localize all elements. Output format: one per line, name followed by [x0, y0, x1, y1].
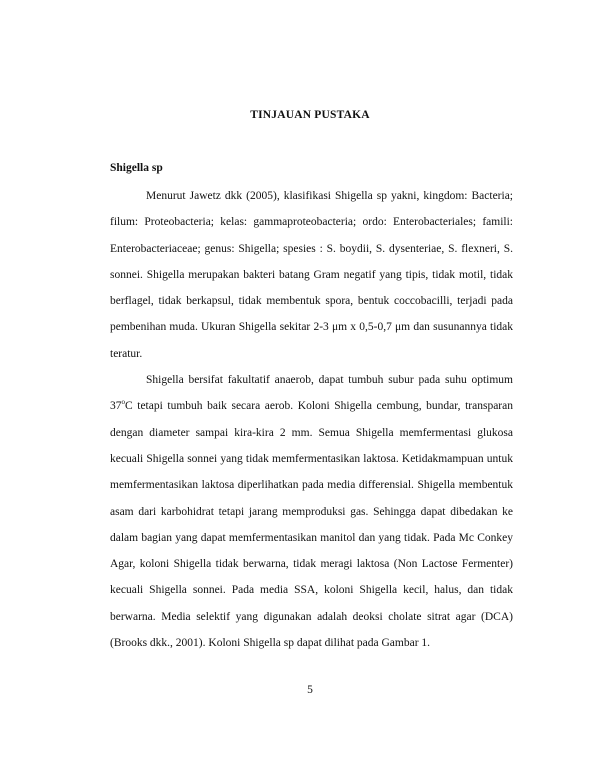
- paragraph-1: Menurut Jawetz dkk (2005), klasifikasi Shigella sp yakni, kingdom: Bacteria; filum: Proteobacteria; kelas: gammaproteobacteria; ordo: Enterobacteriales; famili: Enterobacteriaceae; genus: Shigella; spesies : S. boydii, S. dysenteriae, S. flexneri, S. sonnei. Shigella merupakan bakteri batang Gram negatif yang tipis, tidak motil, tidak berflagel, tidak berkapsul, tidak membentuk spora, bentuk coccobacilli, terjadi pada pembenihan muda. Ukuran Shigella sekitar 2-3 μm x 0,5-0,7 μm dan susunannya tidak teratur.: [110, 190, 513, 360]
- page-number: 5: [307, 684, 313, 696]
- section-heading: Shigella sp: [110, 162, 163, 174]
- paragraph-2: [110, 367, 513, 656]
- paragraph-2-rest: C tetapi tumbuh baik secara aerob. Koloni Shigella cembung, bundar, transparan dengan diameter sampai kira-kira 2 mm. Semua Shigella memfermentasi glukosa kecuali Shigella sonnei yang tidak memfermentasikan laktosa. Ketidakmampuan untuk memfermentasikan laktosa diperlihatkan pada media differensial. Shigella membentuk asam dari karbohidrat tetapi jarang memproduksi gas. Sehingga dapat dibedakan ke dalam bagian yang dapat memfermentasikan manitol dan yang tidak. Pada Mc Conkey Agar, koloni Shigella tidak berwarna, tidak meragi laktosa (Non Lactose Fermenter) kecuali Shigella sonnei. Pada media SSA, koloni Shigella kecil, halus, dan tidak berwarna. Media selektif yang digunakan adalah deoksi cholate sitrat agar (DCA) (Brooks dkk., 2001). Koloni Shigella sp dapat dilihat pada Gambar 1.: [110, 400, 513, 650]
- chapter-heading: TINJAUAN PUSTAKA: [250, 109, 370, 121]
- body-text: [110, 183, 513, 656]
- paragraph-2-start: Shigella bersifat fakultatif anaerob, dapat tumbuh subur pada suhu optimum 37: [110, 374, 513, 413]
- degree-superscript: o: [121, 398, 125, 407]
